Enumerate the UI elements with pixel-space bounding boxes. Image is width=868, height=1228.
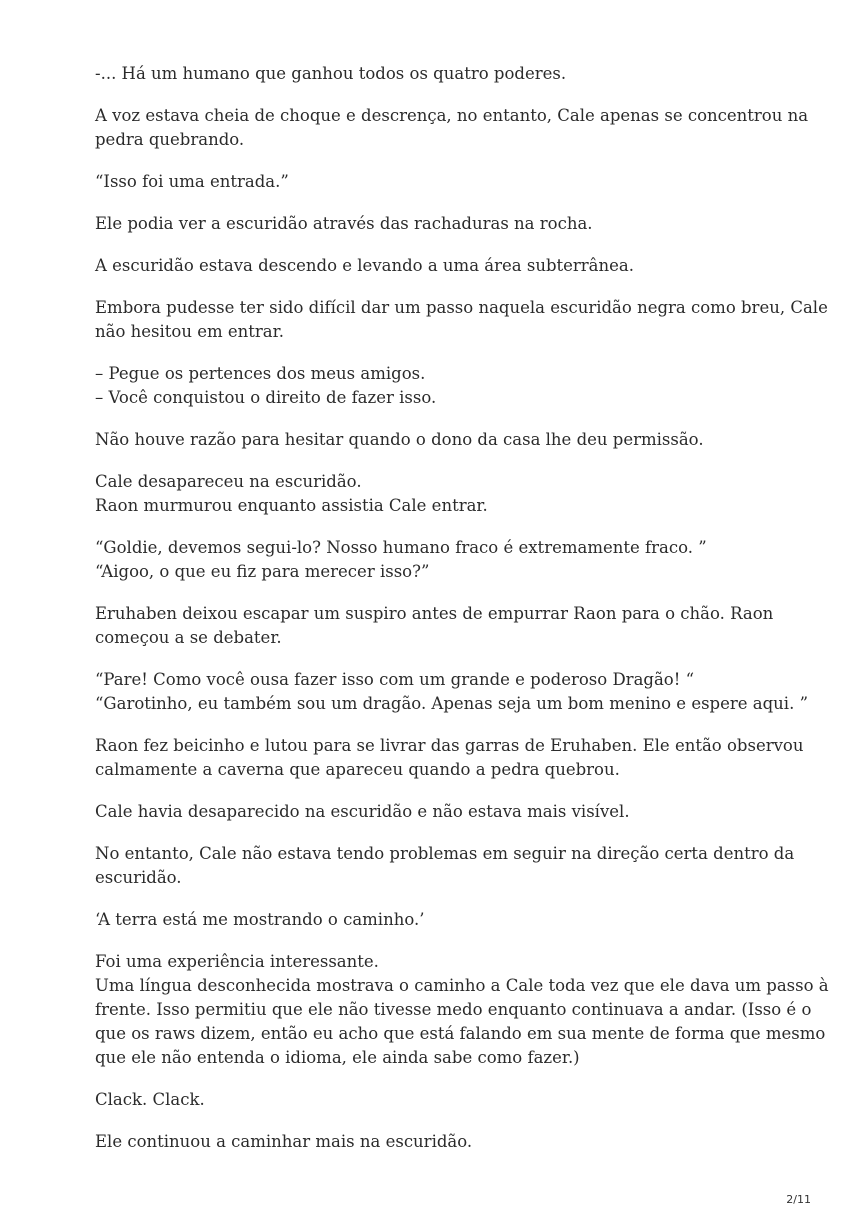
- paragraph: [95, 104, 809, 152]
- text-line: Não houve razão para hesitar quando o dono da casa lhe deu permissão.: [95, 430, 704, 449]
- document-body: [95, 62, 829, 1172]
- text-line: Eruhaben deixou escapar um suspiro antes de empurrar Raon para o chão. Raon: [95, 604, 774, 623]
- text-line: pedra quebrando.: [95, 130, 245, 149]
- paragraph: [95, 470, 785, 518]
- text-line: Embora pudesse ter sido difícil dar um passo naquela escuridão negra como breu, Cale: [95, 298, 828, 317]
- text-line: – Pegue os pertences dos meus amigos.: [95, 364, 426, 383]
- text-line: começou a se debater.: [95, 628, 282, 647]
- text-line: No entanto, Cale não estava tendo problemas em seguir na direção certa dentro da: [95, 844, 795, 863]
- paragraph: [95, 668, 809, 716]
- text-line: Raon murmurou enquanto assistia Cale entrar.: [95, 496, 488, 515]
- paragraph: [95, 212, 785, 236]
- paragraph: [95, 908, 785, 932]
- text-line: Ele podia ver a escuridão através das rachaduras na rocha.: [95, 214, 593, 233]
- text-line: “Aigoo, o que eu fiz para merecer isso?”: [95, 562, 430, 581]
- paragraph: [95, 800, 785, 824]
- text-line: Raon fez beicinho e lutou para se livrar das garras de Eruhaben. Ele então observou: [95, 736, 804, 755]
- paragraph: [95, 296, 828, 344]
- text-line: – Você conquistou o direito de fazer isso.: [95, 388, 437, 407]
- text-line: Cale desapareceu na escuridão.: [95, 472, 362, 491]
- paragraph: [95, 428, 785, 452]
- text-line: Uma língua desconhecida mostrava o caminho a Cale toda vez que ele dava um passo à: [95, 976, 829, 995]
- paragraph: [95, 536, 785, 584]
- text-line: A escuridão estava descendo e levando a uma área subterrânea.: [95, 256, 634, 275]
- paragraph: [95, 734, 804, 782]
- text-line: calmamente a caverna que apareceu quando a pedra quebrou.: [95, 760, 620, 779]
- text-line: Cale havia desaparecido na escuridão e não estava mais visível.: [95, 802, 630, 821]
- text-line: A voz estava cheia de choque e descrença, no entanto, Cale apenas se concentrou na: [95, 106, 809, 125]
- paragraph: [95, 1130, 785, 1154]
- text-line: “Garotinho, eu também sou um dragão. Apenas seja um bom menino e espere aqui. ”: [95, 694, 809, 713]
- text-line: ‘A terra está me mostrando o caminho.’: [95, 910, 425, 929]
- text-line: escuridão.: [95, 868, 182, 887]
- text-line: -... Há um humano que ganhou todos os quatro poderes.: [95, 64, 567, 83]
- text-line: que os raws dizem, então eu acho que está falando em sua mente de forma que mesmo: [95, 1024, 826, 1043]
- paragraph: [95, 950, 829, 1070]
- paragraph: [95, 254, 785, 278]
- page-number: 2/11: [786, 1193, 811, 1206]
- text-line: “Isso foi uma entrada.”: [95, 172, 289, 191]
- paragraph: [95, 1088, 785, 1112]
- paragraph: [95, 362, 785, 410]
- text-line: não hesitou em entrar.: [95, 322, 284, 341]
- text-line: Clack. Clack.: [95, 1090, 205, 1109]
- text-line: frente. Isso permitiu que ele não tivesse medo enquanto continuava a andar. (Isso é o: [95, 1000, 812, 1019]
- paragraph: [95, 842, 795, 890]
- paragraph: [95, 62, 785, 86]
- paragraph: [95, 170, 785, 194]
- text-line: “Goldie, devemos segui-lo? Nosso humano fraco é extremamente fraco. ”: [95, 538, 707, 557]
- text-line: Ele continuou a caminhar mais na escuridão.: [95, 1132, 473, 1151]
- text-line: Foi uma experiência interessante.: [95, 952, 379, 971]
- text-line: “Pare! Como você ousa fazer isso com um grande e poderoso Dragão! “: [95, 670, 695, 689]
- text-line: que ele não entenda o idioma, ele ainda sabe como fazer.): [95, 1048, 580, 1067]
- paragraph: [95, 602, 785, 650]
